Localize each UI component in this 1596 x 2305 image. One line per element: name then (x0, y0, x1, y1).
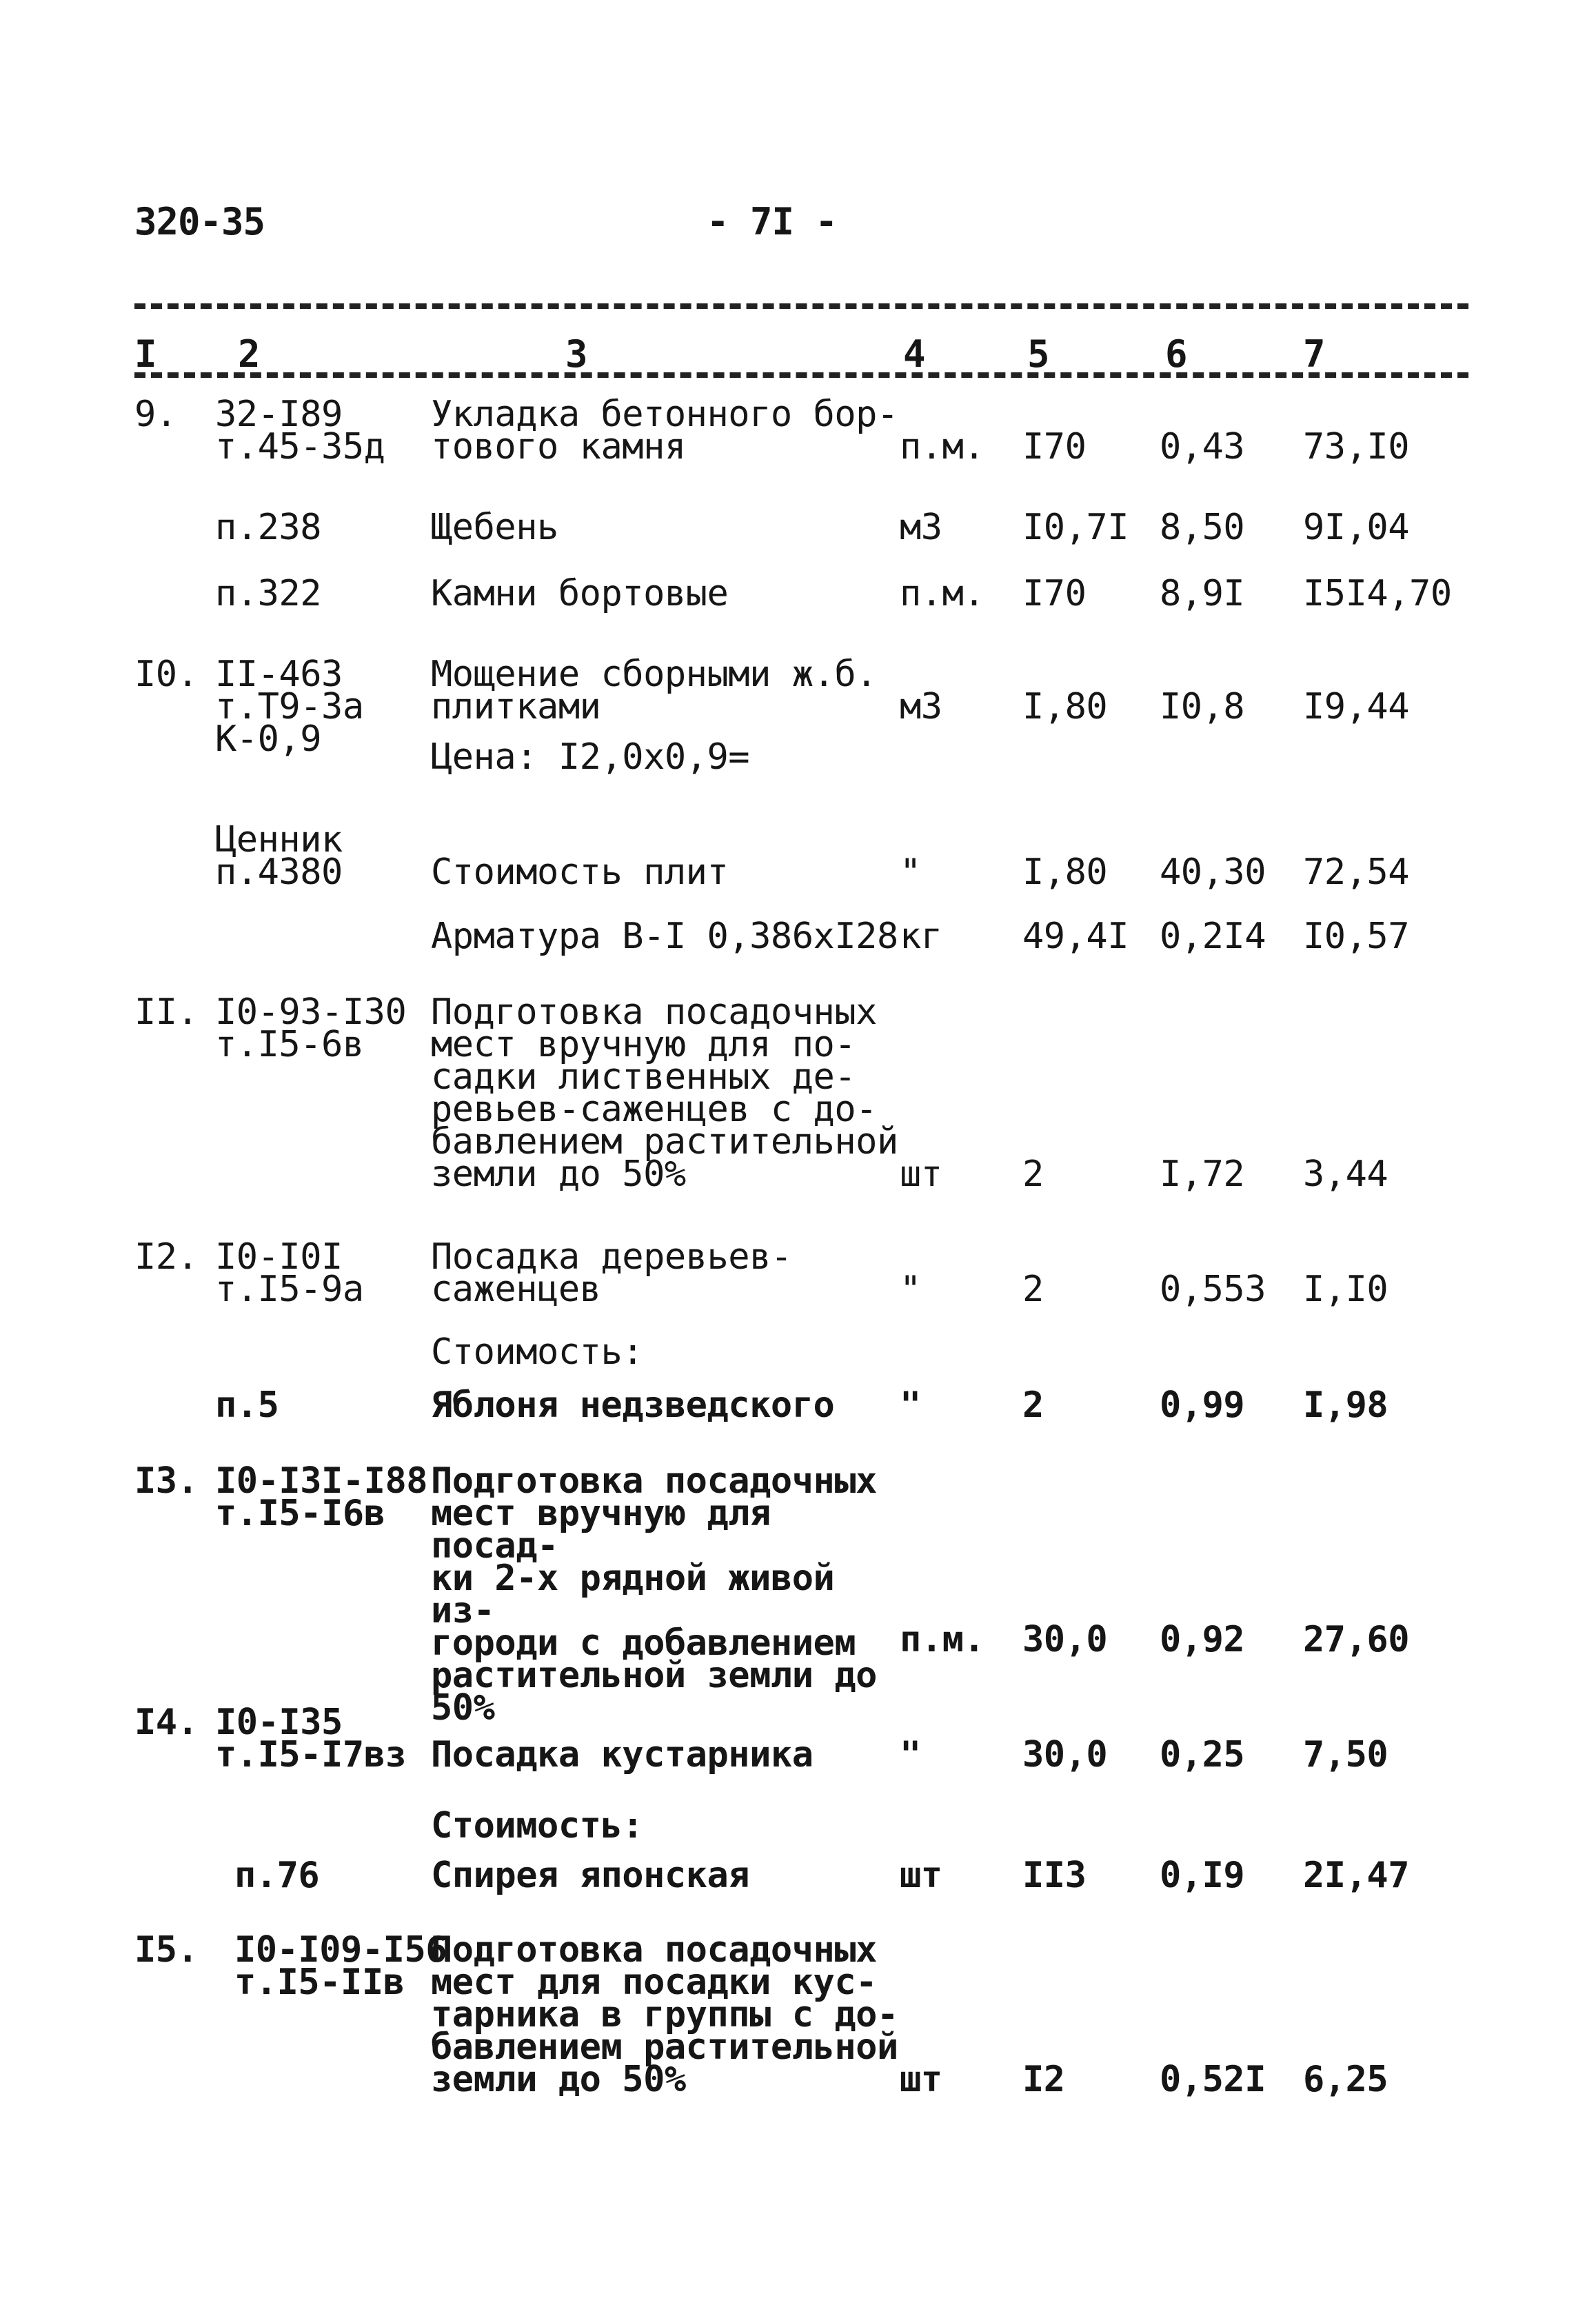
row-price: 8,9I (1160, 573, 1245, 614)
row-sum: 73,I0 (1303, 426, 1410, 467)
row-sum: I,98 (1303, 1385, 1388, 1426)
row-qty: I70 (1022, 426, 1087, 467)
row-price: 0,52I (1160, 2059, 1266, 2100)
row-qty: 2 (1022, 1154, 1044, 1195)
row-number: I4. (134, 1702, 199, 1743)
row-unit: " (900, 1734, 921, 1775)
column-header-6: 6 (1165, 332, 1188, 376)
row-name: Цена: I2,0х0,9= (431, 736, 750, 778)
row-number: I2. (134, 1236, 199, 1278)
row-name: Камни бортовые (431, 573, 729, 614)
column-header-2: 2 (238, 332, 261, 376)
row-unit: кг (900, 916, 942, 957)
row-unit: шт (900, 1855, 942, 1896)
row-name: Стоимость: (431, 1331, 644, 1373)
row-price: I0,8 (1160, 686, 1245, 727)
row-qty: 30,0 (1022, 1734, 1108, 1775)
column-header-7: 7 (1303, 332, 1326, 376)
row-qty: 2 (1022, 1269, 1044, 1310)
row-code: Ценник п.4380 (215, 819, 343, 893)
row-code: I0-I0I т.I5-9а (215, 1236, 364, 1310)
row-sum: I9,44 (1303, 686, 1410, 727)
row-code: II-463 т.Т9-3а К-0,9 (215, 654, 364, 760)
row-price: 0,2I4 (1160, 916, 1266, 957)
row-name: Подготовка посадочных мест для посадки кус- тарника в группы с до- бавлением растительной земли до 50% (431, 1929, 898, 2100)
row-code: I0-I09-I56 т.I5-IIв (234, 1929, 447, 2003)
row-number: I5. (134, 1929, 199, 1971)
row-unit: п.м. (900, 1619, 985, 1660)
row-unit: " (900, 852, 921, 893)
page-number: - 7I - (707, 200, 838, 243)
row-unit: м3 (900, 507, 942, 548)
row-price: 8,50 (1160, 507, 1245, 548)
row-qty: II3 (1022, 1855, 1087, 1896)
column-header-underline (134, 372, 1468, 378)
row-sum: 6,25 (1303, 2059, 1388, 2100)
row-qty: 2 (1022, 1385, 1044, 1426)
row-code: п.5 (215, 1385, 279, 1426)
row-unit: м3 (900, 686, 942, 727)
row-qty: I70 (1022, 573, 1087, 614)
row-qty: I0,7I (1022, 507, 1129, 548)
row-name: Подготовка посадочных мест вручную для посад- ки 2-х рядной живой из- городи с добавлением растительной земли до 50% (431, 1460, 877, 1729)
row-number: I0. (134, 654, 199, 695)
row-sum: 9I,04 (1303, 507, 1410, 548)
row-sum: I,I0 (1303, 1269, 1388, 1310)
row-name: Посадка кустарника (431, 1734, 814, 1775)
row-unit: п.м. (900, 573, 985, 614)
row-name: Мощение сборными ж.б. плитками (431, 654, 877, 727)
row-unit: шт (900, 2059, 942, 2100)
row-price: 40,30 (1160, 852, 1266, 893)
row-name: Стоимость: (431, 1805, 644, 1846)
row-name: Стоимость плит (431, 852, 729, 893)
row-code: I0-I3I-I88 т.I5-I6в (215, 1460, 428, 1534)
row-name: Посадка деревьев- саженцев (431, 1236, 792, 1310)
row-qty: I,80 (1022, 686, 1108, 727)
table-top-rule (134, 303, 1468, 309)
row-code: п.238 (215, 507, 322, 548)
row-sum: 7,50 (1303, 1734, 1388, 1775)
row-unit: " (900, 1385, 921, 1426)
column-header-5: 5 (1027, 332, 1050, 376)
row-price: 0,92 (1160, 1619, 1245, 1660)
row-price: 0,I9 (1160, 1855, 1245, 1896)
row-qty: I,80 (1022, 852, 1108, 893)
row-sum: 27,60 (1303, 1619, 1410, 1660)
row-name: Спирея японская (431, 1855, 750, 1896)
row-code: п.76 (234, 1855, 320, 1896)
row-number: II. (134, 992, 199, 1033)
row-code: I0-93-I30 т.I5-6в (215, 992, 407, 1065)
row-sum: I0,57 (1303, 916, 1410, 957)
row-price: I,72 (1160, 1154, 1245, 1195)
row-name: Укладка бетонного бор- тового камня (431, 394, 898, 467)
row-name: Арматура В-I 0,386хI28 (431, 916, 898, 957)
row-code: 32-I89 т.45-35д (215, 394, 385, 467)
column-header-4: 4 (903, 332, 926, 376)
row-name: Подготовка посадочных мест вручную для по- садки лиственных де- ревьев-саженцев с до- бавлением растительной земли до 50% (431, 992, 898, 1195)
row-qty: 30,0 (1022, 1619, 1108, 1660)
column-header-3: 3 (565, 332, 588, 376)
row-number: 9. (134, 394, 177, 435)
row-unit: " (900, 1269, 921, 1310)
row-code: п.322 (215, 573, 322, 614)
row-sum: 2I,47 (1303, 1855, 1410, 1896)
row-price: 0,99 (1160, 1385, 1245, 1426)
row-name: Щебень (431, 507, 558, 548)
column-header-1: I (134, 332, 157, 376)
row-price: 0,43 (1160, 426, 1245, 467)
row-sum: 72,54 (1303, 852, 1410, 893)
row-unit: п.м. (900, 426, 985, 467)
row-name: Яблоня недзведского (431, 1385, 835, 1426)
row-number: I3. (134, 1460, 199, 1502)
document-code: 320-35 (134, 200, 265, 243)
row-sum: I5I4,70 (1303, 573, 1452, 614)
row-unit: шт (900, 1154, 942, 1195)
row-qty: 49,4I (1022, 916, 1129, 957)
row-code: I0-I35 т.I5-I7вз (215, 1702, 407, 1775)
row-qty: I2 (1022, 2059, 1065, 2100)
row-sum: 3,44 (1303, 1154, 1388, 1195)
row-price: 0,25 (1160, 1734, 1245, 1775)
row-price: 0,553 (1160, 1269, 1266, 1310)
